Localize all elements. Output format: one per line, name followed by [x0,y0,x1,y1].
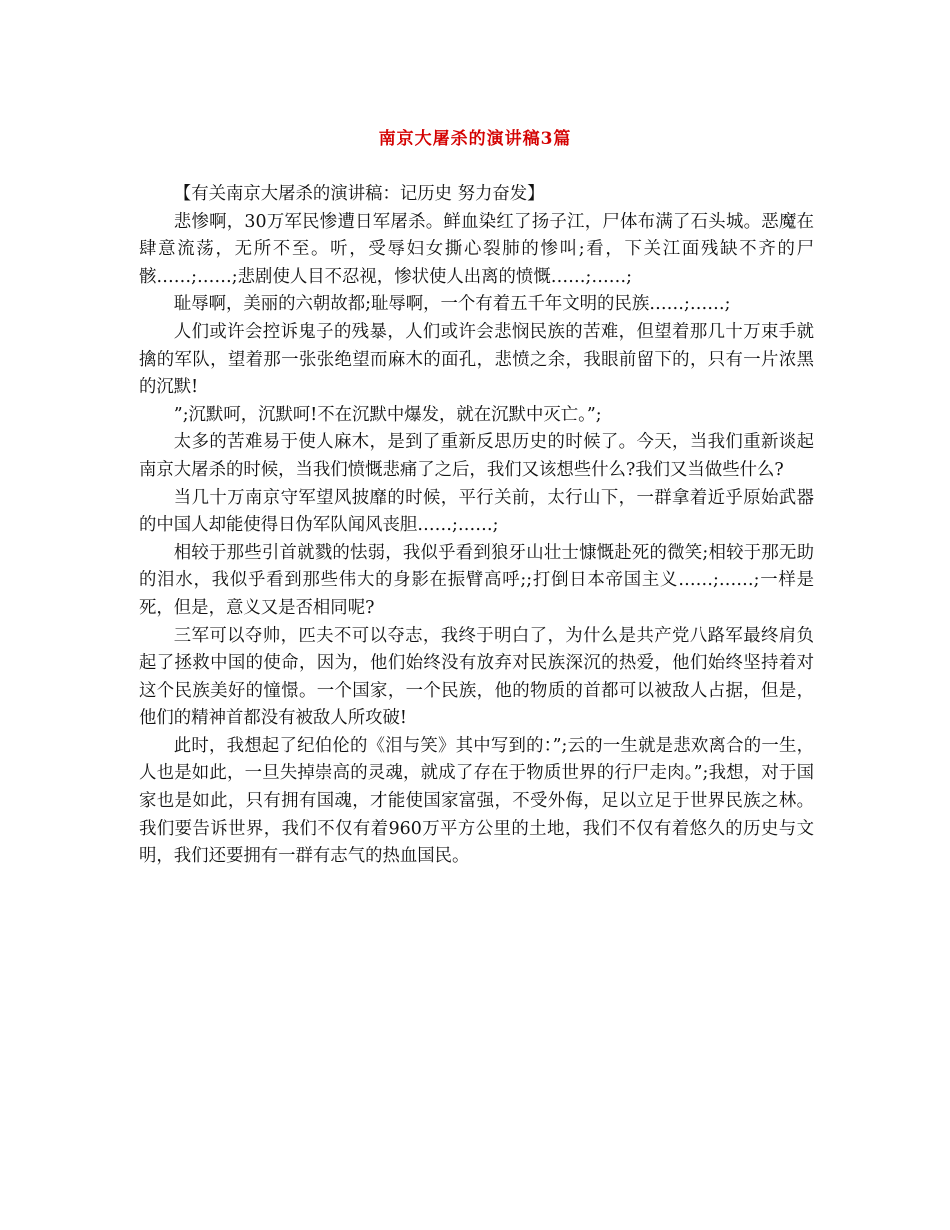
paragraph: 悲惨啊，30万军民惨遭日军屠杀。鲜血染红了扬子江，尸体布满了石头城。恶魔在肆意流荡，无所不至。听，受辱妇女撕心裂肺的惨叫;看，下关江面残缺不齐的尸骸……;……;悲剧使人目不忍视，惨状使人出离的愤慨……;……; [139,211,814,287]
paragraph: 耻辱啊，美丽的六朝故都;耻辱啊，一个有着五千年文明的民族……;……; [173,294,731,315]
document-body [139,181,814,871]
paragraph: 相较于那些引首就戮的怯弱，我似乎看到狼牙山壮士慷慨赴死的微笑;相较于那无助的泪水，我似乎看到那些伟大的身影在振臂高呼;;打倒日本帝国主义……;……;一样是死，但是，意义又是否相同呢? [139,542,814,618]
paragraph: 此时，我想起了纪伯伦的《泪与笑》其中写到的：”;云的一生就是悲欢离合的一生，人也是如此，一旦失掉崇高的灵魂，就成了存在于物质世界的行尸走肉。”;我想，对于国家也是如此，只有拥有国魂，才能使国家富强，不受外侮，足以立足于世界民族之林。我们要告诉世界，我们不仅有着960万平方公里的土地，我们不仅有着悠久的历史与文明，我们还要拥有一群有志气的热血国民。 [139,735,814,867]
document-title: 南京大屠杀的演讲稿3篇 [378,129,572,149]
paragraph-heading: 【有关南京大屠杀的演讲稿：记历史 努力奋发】 [173,184,545,204]
paragraph: 当几十万南京守军望风披靡的时候，平行关前，太行山下，一群拿着近乎原始武器的中国人却能使得日伪军队闻风丧胆……;……; [139,487,814,536]
paragraph: 人们或许会控诉鬼子的残暴，人们或许会悲悯民族的苦难，但望着那几十万束手就擒的军队，望着那一张张绝望而麻木的面孔，悲愤之余，我眼前留下的，只有一片浓黑的沉默! [139,321,814,398]
paragraph: 三军可以夺帅，匹夫不可以夺志，我终于明白了，为什么是共产党八路军最终肩负起了拯救中国的使命，因为，他们始终没有放弃对民族深沉的热爱，他们始终坚持着对这个民族美好的憧憬。一个国家，一个民族，他的物质的首都可以被敌人占据，但是，他们的精神首都没有被敌人所攻破! [139,625,814,729]
paragraph: 太多的苦难易于使人麻木，是到了重新反思历史的时候了。今天，当我们重新谈起南京大屠杀的时候，当我们愤慨悲痛了之后，我们又该想些什么?我们又当做些什么? [139,432,814,480]
paragraph: ”;沉默呵，沉默呵!不在沉默中爆发，就在沉默中灭亡。”; [173,404,602,425]
